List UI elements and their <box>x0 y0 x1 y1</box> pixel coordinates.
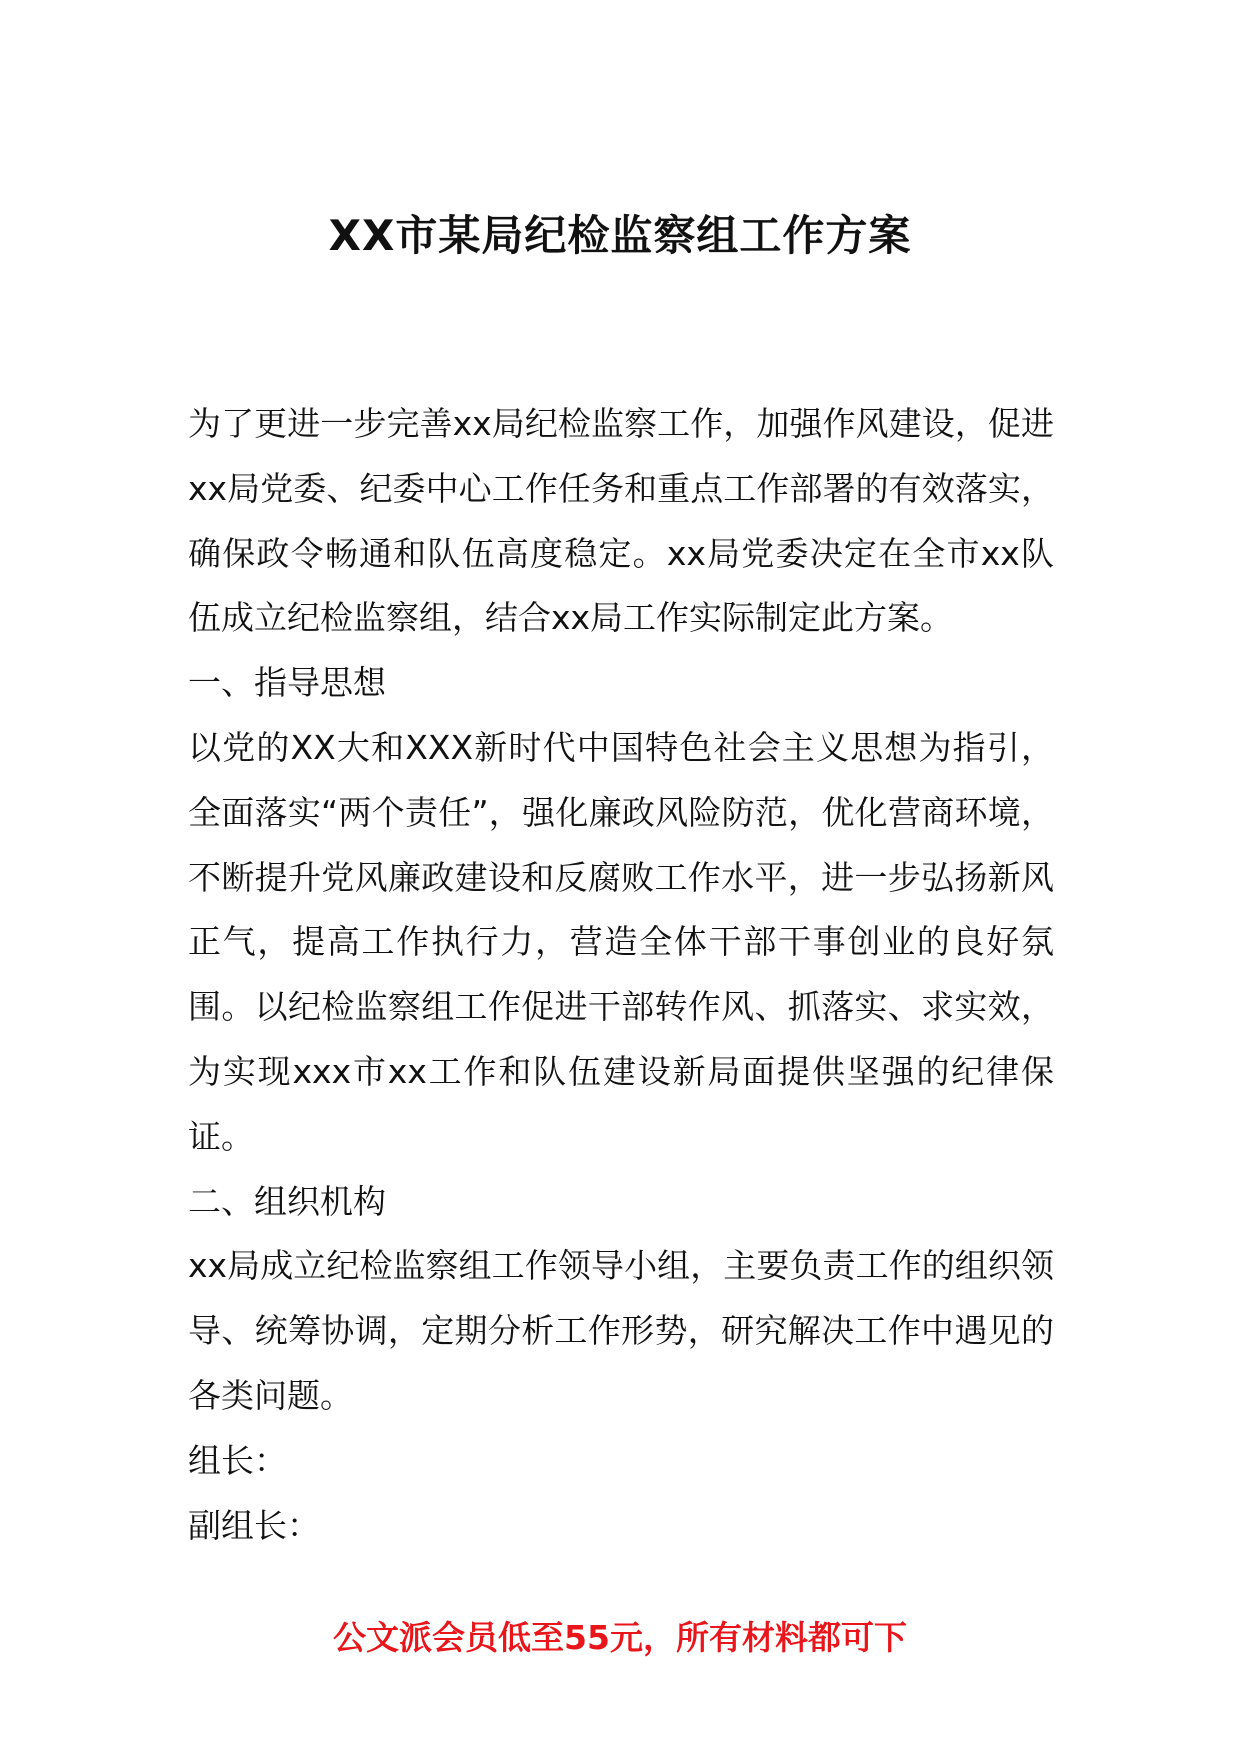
section-heading-guiding-ideology: 一、指导思想 <box>188 663 386 703</box>
intro-paragraph: 为了更进一步完善xx局纪检监察工作，加强作风建设，促进xx局党委、纪委中心工作任务和重点工作部署的有效落实，确保政令畅通和队伍高度稳定。xx局党委决定在全市xx队伍成立纪检监察组，结合xx局工作实际制定此方案。 <box>188 404 1054 638</box>
guiding-ideology-paragraph: 以党的XX大和XXX新时代中国特色社会主义思想为指引，全面落实“两个责任”，强化廉政风险防范，优化营商环境，不断提升党风廉政建设和反腐败工作水平，进一步弘扬新风正气，提高工作执行力，营造全体干部干事创业的良好氛围。以纪检监察组工作促进干部转作风、抓落实、求实效，为实现xxx市xx工作和队伍建设新局面提供坚强的纪律保证。 <box>188 727 1054 1156</box>
leader-label: 组长： <box>188 1440 287 1480</box>
deputy-leader-label: 副组长： <box>188 1505 320 1545</box>
document-title: XX市某局纪检监察组工作方案 <box>328 211 912 260</box>
organization-paragraph: xx局成立纪检监察组工作领导小组，主要负责工作的组织领导、统筹协调，定期分析工作形势，研究解决工作中遇见的各类问题。 <box>188 1246 1054 1415</box>
section-heading-organization: 二、组织机构 <box>188 1181 386 1221</box>
promo-banner-text: 公文派会员低至55元，所有材料都可下 <box>333 1618 907 1657</box>
document-body <box>188 392 1054 1558</box>
